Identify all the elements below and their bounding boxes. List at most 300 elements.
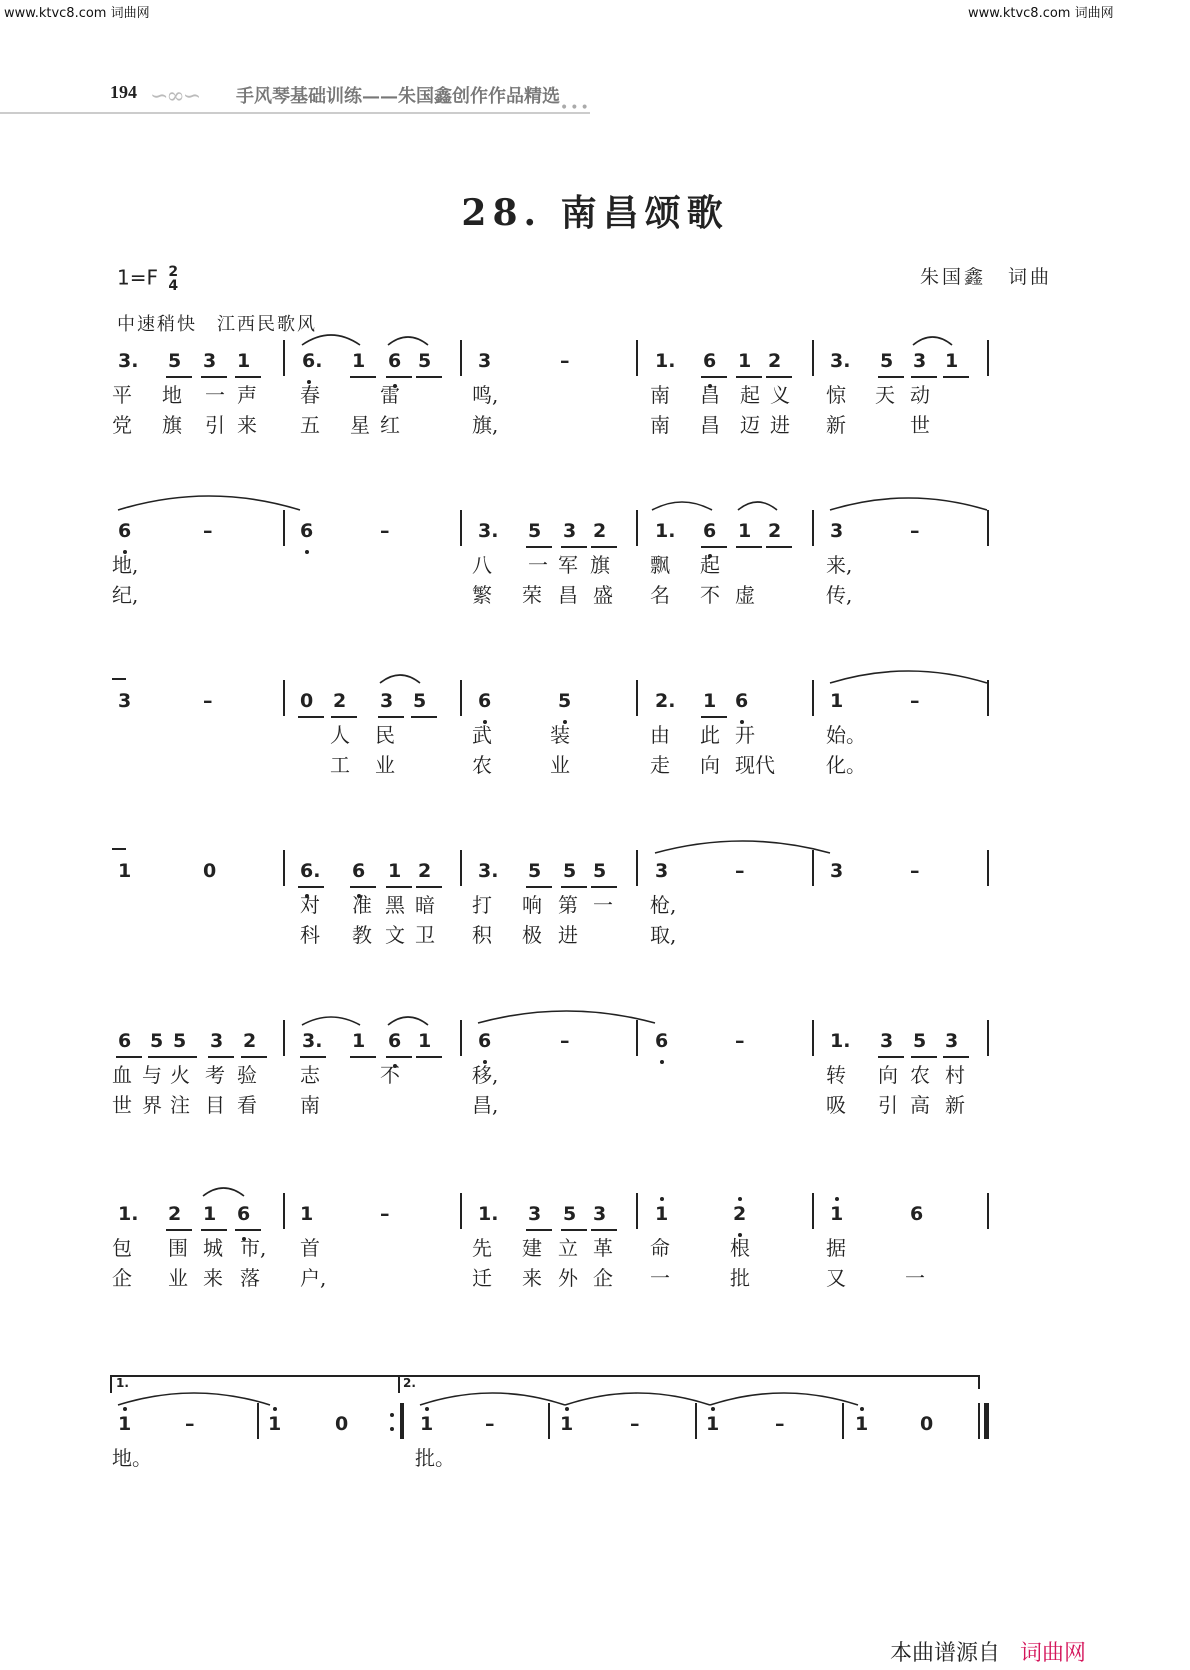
note: 5	[558, 690, 572, 712]
slur	[380, 675, 420, 685]
barline	[460, 340, 462, 376]
high-octave-dot	[425, 1407, 429, 1411]
lyric-line1: 装	[550, 723, 570, 747]
beam	[416, 1056, 442, 1058]
lyric-line2: 来	[237, 413, 257, 437]
low-octave-dot	[660, 1060, 664, 1064]
lyric-line1: 一	[593, 893, 613, 917]
lyric-line1: 围	[168, 1236, 188, 1260]
barline	[283, 340, 285, 376]
lyric-line2: 取,	[650, 923, 677, 947]
barline	[987, 850, 989, 886]
volta-line	[110, 1375, 400, 1377]
lyric-line1: 命	[650, 1236, 670, 1260]
beam	[911, 376, 937, 378]
lyric-line1: 村	[945, 1063, 965, 1087]
barline	[636, 1020, 638, 1056]
note: 1	[418, 1030, 432, 1052]
note: 2	[733, 1203, 747, 1225]
note: 6	[735, 690, 749, 712]
note: 5	[913, 1030, 927, 1052]
lyric-line2: 业	[168, 1266, 188, 1290]
beam	[736, 546, 762, 548]
lyric-line1: 革	[593, 1236, 613, 1260]
note: 1.	[830, 1030, 851, 1052]
note: –	[630, 1413, 640, 1435]
note: 0	[920, 1413, 934, 1435]
lyric-line1: 第	[558, 893, 578, 917]
lyric-line2: 业	[375, 753, 395, 777]
lyric-line1: 响	[522, 893, 542, 917]
note: 1	[118, 860, 132, 882]
footer-source: 本曲谱源自	[890, 1641, 1001, 1666]
beam	[378, 716, 404, 718]
barline	[812, 340, 814, 376]
note: 6	[703, 350, 717, 372]
lyric-line1: 飘	[650, 553, 670, 577]
note: 1.	[655, 350, 676, 372]
beam	[561, 1229, 587, 1231]
lyric-line1: 移,	[472, 1063, 499, 1087]
tempo-marking: 中速稍快 江西民歌风	[117, 314, 317, 335]
lyric-line1: 人	[330, 723, 350, 747]
barline	[987, 680, 989, 716]
lyric-line2: 目	[205, 1093, 225, 1117]
note: 3	[563, 520, 577, 542]
watermark-right: www.ktvc8.com 词曲网	[968, 6, 1114, 21]
lyric-line1: 农	[910, 1063, 930, 1087]
lyric-line1: 考	[205, 1063, 225, 1087]
lyric-line2: 荣	[522, 583, 542, 607]
lyric-line1: 立	[558, 1236, 578, 1260]
lyric-line1: 根	[730, 1236, 750, 1260]
barline	[636, 1193, 638, 1229]
note: –	[185, 1413, 195, 1435]
lyric-line2: 极	[522, 923, 542, 947]
repeat-dot	[390, 1427, 394, 1431]
beam	[911, 1056, 937, 1058]
lyric-line2: 一	[650, 1266, 670, 1290]
note: –	[380, 1203, 390, 1225]
beam	[736, 376, 762, 378]
lyric-line1: 转	[826, 1063, 846, 1087]
lyric-line2: 教	[352, 923, 372, 947]
barline	[257, 1403, 259, 1439]
lyric-line1: 雷	[380, 383, 400, 407]
note: –	[735, 860, 745, 882]
lyric-line1: 暗	[415, 893, 435, 917]
note: 1	[655, 1203, 669, 1225]
barline	[812, 1020, 814, 1056]
lyric-line1: 动	[910, 383, 930, 407]
lyric-line2: 迈	[740, 413, 760, 437]
barline	[460, 1020, 462, 1056]
time-signature	[168, 265, 178, 293]
lyric-line1: 军	[558, 553, 578, 577]
note: 1	[352, 350, 366, 372]
note: 3.	[118, 350, 139, 372]
note: 0	[335, 1413, 349, 1435]
beam	[300, 1056, 326, 1058]
lyric-line1: 血	[112, 1063, 132, 1087]
barline	[987, 340, 989, 376]
note: –	[735, 1030, 745, 1052]
note: –	[380, 520, 390, 542]
note: 6	[388, 350, 402, 372]
lyric-line1: 不	[380, 1063, 400, 1087]
note: 2	[593, 520, 607, 542]
lyric-line1: 首	[300, 1236, 320, 1260]
lyric-line2: 名	[650, 583, 670, 607]
beam	[701, 716, 727, 718]
slur	[420, 1393, 565, 1407]
barline	[636, 510, 638, 546]
note: 1	[237, 350, 251, 372]
beam	[591, 886, 617, 888]
lyric-line2: 旗,	[472, 413, 499, 437]
note: 3	[118, 690, 132, 712]
tie-mark	[112, 678, 126, 680]
beam	[241, 1056, 267, 1058]
key-label: 1=F	[117, 265, 158, 290]
note: 3.	[478, 520, 499, 542]
lyric-line1: 民	[375, 723, 395, 747]
note: –	[910, 520, 920, 542]
lyric-line2: 世	[112, 1093, 132, 1117]
lyric-line2: 南	[300, 1093, 320, 1117]
lyric-line1: 对	[300, 893, 320, 917]
lyric-line1: 向	[878, 1063, 898, 1087]
lyric-line2: 向	[700, 753, 720, 777]
lyric-line2: 注	[170, 1093, 190, 1117]
note: 3	[945, 1030, 959, 1052]
lyric-line1: 一	[205, 383, 225, 407]
note: 3	[528, 1203, 542, 1225]
lyric-line2: 引	[205, 413, 225, 437]
lyric-line1: 来,	[826, 553, 853, 577]
header-rule	[0, 112, 590, 114]
slur	[203, 1188, 244, 1198]
beam	[526, 886, 552, 888]
lyric-line1: 此	[700, 723, 720, 747]
lyric-line1: 验	[237, 1063, 257, 1087]
lyric-line1: 惊	[826, 383, 846, 407]
beam	[591, 546, 617, 548]
barline	[987, 1020, 989, 1056]
note: –	[203, 690, 213, 712]
double-barline	[402, 1403, 404, 1439]
barline	[812, 510, 814, 546]
note: 5	[173, 1030, 187, 1052]
high-octave-dot	[273, 1407, 277, 1411]
barline	[283, 850, 285, 886]
lyric-line1: 由	[650, 723, 670, 747]
lyric-line2: 又	[826, 1266, 846, 1290]
note: 1	[703, 690, 717, 712]
lyric-line1: 南	[650, 383, 670, 407]
note: 1	[560, 1413, 574, 1435]
page-number: 194	[110, 82, 137, 102]
barline	[283, 680, 285, 716]
final-barline	[978, 1403, 980, 1439]
tie-mark	[112, 848, 126, 850]
lyric-line2: 五	[300, 413, 320, 437]
high-octave-dot	[565, 1407, 569, 1411]
lyric-line2: 科	[300, 923, 320, 947]
beam	[766, 546, 792, 548]
lyric-line1: 准	[352, 893, 372, 917]
barline	[812, 1193, 814, 1229]
lyric-line1: 天	[875, 383, 895, 407]
note: 5	[880, 350, 894, 372]
lyric-line2: 积	[472, 923, 492, 947]
note: –	[910, 860, 920, 882]
lyric-line1: 平	[112, 383, 132, 407]
lyric-line1: 城	[203, 1236, 223, 1260]
note: 3	[655, 860, 669, 882]
barline	[812, 850, 814, 886]
note: 5	[528, 520, 542, 542]
note: 1	[352, 1030, 366, 1052]
beam	[298, 886, 324, 888]
note: 6	[478, 690, 492, 712]
lyric-line2: 卫	[415, 923, 435, 947]
note: 5	[150, 1030, 164, 1052]
slur	[830, 498, 987, 512]
lyric-line1: 枪,	[650, 893, 677, 917]
note: 3	[830, 520, 844, 542]
note: 3.	[302, 1030, 323, 1052]
lyric-line2: 传,	[826, 583, 853, 607]
lyric-line2: 党	[112, 413, 132, 437]
note: 3	[880, 1030, 894, 1052]
key-signature	[117, 265, 178, 293]
lyric-line2: 进	[770, 413, 790, 437]
beam	[201, 1229, 227, 1231]
lyric-line1: 旗	[590, 553, 610, 577]
lyric-line2: 企	[593, 1266, 613, 1290]
lyric-line2: 南	[650, 413, 670, 437]
note: 3	[210, 1030, 224, 1052]
beam	[561, 546, 587, 548]
slur	[738, 502, 777, 512]
slur	[118, 496, 300, 512]
beam	[116, 1056, 142, 1058]
lyric-line1: 市,	[240, 1236, 267, 1260]
high-octave-dot	[835, 1197, 839, 1201]
volta-hook	[398, 1375, 400, 1393]
beam	[166, 1229, 192, 1231]
barline	[283, 1193, 285, 1229]
lyric-line1: 起	[700, 553, 720, 577]
lyric-line1: 地	[162, 383, 182, 407]
note: –	[775, 1413, 785, 1435]
lyric-line1: 建	[522, 1236, 542, 1260]
lyric-line2: 旗	[162, 413, 182, 437]
lyric-line2: 不	[700, 583, 720, 607]
note: 6	[388, 1030, 402, 1052]
beam	[943, 376, 969, 378]
lyric-line1: 起	[740, 383, 760, 407]
repeat-dot	[390, 1413, 394, 1417]
lyric-line2: 吸	[826, 1093, 846, 1117]
high-octave-dot	[738, 1197, 742, 1201]
note: 5	[418, 350, 432, 372]
lyric-line1: 黑	[385, 893, 405, 917]
barline	[283, 510, 285, 546]
time-top: 2	[168, 264, 179, 280]
lyric-line2: 昌	[558, 583, 578, 607]
beam	[386, 1056, 412, 1058]
note: 1	[420, 1413, 434, 1435]
lyric-line2: 界	[142, 1093, 162, 1117]
lyric-line2: 户,	[300, 1266, 327, 1290]
lyric-line1: 声	[237, 383, 257, 407]
beam	[298, 716, 324, 718]
note: –	[485, 1413, 495, 1435]
beam	[208, 1056, 234, 1058]
lyric-line2: 来	[522, 1266, 542, 1290]
lyric-line1: 与	[142, 1063, 162, 1087]
lyric-line2: 工	[330, 753, 350, 777]
lyric-line2: 红	[380, 413, 400, 437]
lyric-line2: 走	[650, 753, 670, 777]
beam	[201, 376, 227, 378]
high-octave-dot	[711, 1407, 715, 1411]
lyric-line2: 世	[910, 413, 930, 437]
note: 1	[830, 690, 844, 712]
note: 3.	[478, 860, 499, 882]
lyric-line1: 地。	[112, 1446, 152, 1470]
slur	[302, 1017, 360, 1027]
volta-second: 2.	[403, 1376, 416, 1390]
note: 2	[768, 350, 782, 372]
lyric-line2: 外	[558, 1266, 578, 1290]
lyric-line1: 据	[826, 1236, 846, 1260]
note: 1	[855, 1413, 869, 1435]
barline	[636, 680, 638, 716]
note: 5	[168, 350, 182, 372]
final-barline-thick	[984, 1403, 988, 1439]
beam	[943, 1056, 969, 1058]
note: 5	[563, 1203, 577, 1225]
volta-hook-end	[978, 1375, 980, 1389]
barline	[987, 1193, 989, 1229]
volta-first: 1.	[116, 1376, 129, 1390]
lyric-line2: 企	[112, 1266, 132, 1290]
lyric-line1: 义	[770, 383, 790, 407]
barline	[548, 1403, 550, 1439]
beam	[235, 376, 261, 378]
lyric-line1: 八	[472, 553, 492, 577]
watermark-left: www.ktvc8.com 词曲网	[4, 6, 150, 21]
slur	[388, 1017, 428, 1027]
lyric-line2: 一	[905, 1266, 925, 1290]
lyric-line2: 纪,	[112, 583, 139, 607]
beam	[166, 376, 192, 378]
slur	[388, 337, 428, 347]
lyric-line2: 引	[878, 1093, 898, 1117]
barline	[987, 510, 989, 546]
lyric-line2: 来	[203, 1266, 223, 1290]
note: –	[560, 350, 570, 372]
lyric-line2: 星	[350, 413, 370, 437]
barline	[460, 1193, 462, 1229]
note: 2.	[655, 690, 676, 712]
lyric-line2: 高	[910, 1093, 930, 1117]
beam	[416, 376, 442, 378]
lyric-line1: 志	[300, 1063, 320, 1087]
lyric-line2: 现代	[735, 753, 775, 777]
lyric-line1: 昌	[700, 383, 720, 407]
slur	[652, 502, 712, 512]
lyric-line2: 繁	[472, 583, 492, 607]
note: 1	[738, 350, 752, 372]
note: 5	[563, 860, 577, 882]
high-octave-dot	[123, 1407, 127, 1411]
note: –	[203, 520, 213, 542]
beam	[350, 1056, 376, 1058]
note: 2	[168, 1203, 182, 1225]
lyric-line2: 文	[385, 923, 405, 947]
note: 3	[380, 690, 394, 712]
ornament-icon: ∽∞∽	[150, 84, 200, 109]
lyric-line1: 一	[528, 553, 548, 577]
lyric-line2: 迁	[472, 1266, 492, 1290]
note: 6	[237, 1203, 251, 1225]
beam	[331, 716, 357, 718]
beam	[878, 376, 904, 378]
note: 3	[478, 350, 492, 372]
lyric-line1: 打	[472, 893, 492, 917]
note: 1	[738, 520, 752, 542]
barline	[636, 850, 638, 886]
lyric-line1: 地,	[112, 553, 139, 577]
barline	[460, 850, 462, 886]
lyric-line1: 批。	[415, 1446, 455, 1470]
note: 6	[910, 1203, 924, 1225]
lyric-line2: 新	[826, 413, 846, 437]
note: 1	[388, 860, 402, 882]
beam	[561, 886, 587, 888]
lyric-line2: 昌	[700, 413, 720, 437]
note: 1	[300, 1203, 314, 1225]
beam	[701, 376, 727, 378]
volta-hook	[110, 1375, 112, 1393]
lyric-line2: 化。	[826, 753, 866, 777]
beam	[171, 1056, 197, 1058]
note: 1	[945, 350, 959, 372]
low-octave-dot	[305, 550, 309, 554]
lyric-line2: 进	[558, 923, 578, 947]
high-octave-dot	[660, 1197, 664, 1201]
dots-icon: •••	[560, 100, 591, 116]
lyric-line2: 业	[550, 753, 570, 777]
beam	[235, 1229, 261, 1231]
lyric-line2: 盛	[593, 583, 613, 607]
lyric-line2: 农	[472, 753, 492, 777]
barline	[460, 510, 462, 546]
lyric-line1: 鸣,	[472, 383, 499, 407]
lyric-line2: 批	[730, 1266, 750, 1290]
note: 5	[413, 690, 427, 712]
beam	[526, 546, 552, 548]
author: 朱国鑫 词曲	[920, 266, 1053, 288]
note: 2	[243, 1030, 257, 1052]
note: 3.	[830, 350, 851, 372]
beam	[411, 716, 437, 718]
lyric-line1: 开	[735, 723, 755, 747]
